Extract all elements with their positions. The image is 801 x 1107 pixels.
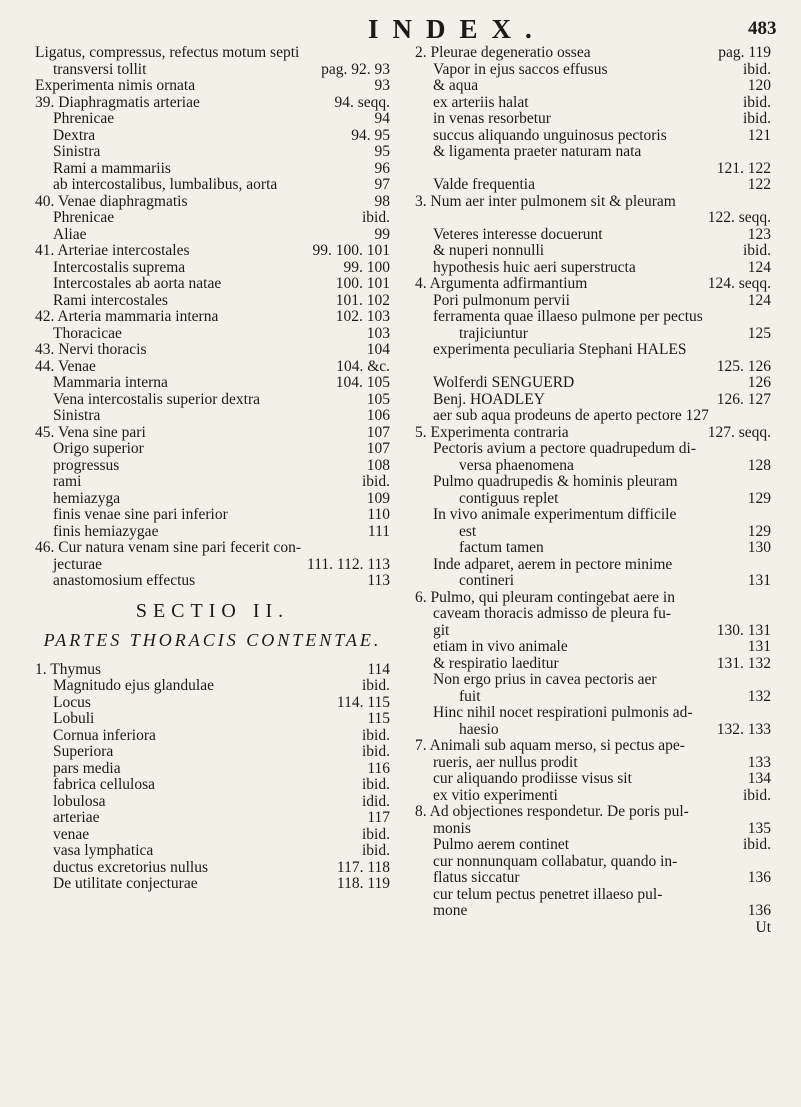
entry-text: etiam in vivo animale [433,638,568,655]
entry-text: Mammaria interna [53,374,168,391]
index-entry [35,827,390,844]
entry-page-ref: 94. seqq. [334,93,390,111]
index-entry [415,293,771,310]
entry-text: 41. Arteriae intercostales [35,242,190,259]
index-entry [415,425,771,442]
entry-page-ref: 122. seqq. [707,209,771,226]
entry-page-ref: 124 [747,291,771,309]
index-entry [415,738,771,755]
index-entry [35,507,390,524]
index-entry [35,761,390,778]
index-entry [415,243,771,260]
entry-text: Valde frequentia [433,176,535,193]
entry-page-ref: 96 [374,159,390,177]
entry-text: 2. Pleurae degeneratio ossea [415,44,591,61]
entry-page-ref: 125 [747,324,771,342]
entry-page-ref: 121 [747,126,771,144]
entry-page-ref: 99. 100 [343,258,390,276]
index-entry [415,260,771,277]
entry-text: ductus excretorius nullus [53,858,208,876]
entry-text: 6. Pulmo, qui pleuram contingebat aere in [415,588,675,606]
entry-page-ref: 115 [367,710,390,727]
entry-page-ref: 100. 101 [335,275,390,292]
entry-text: cur nonnunquam collabatur, quando in- [433,852,678,870]
index-entry [415,804,771,821]
index-entry [415,771,771,788]
entry-page-ref: 103 [366,324,390,342]
entry-text: factum tamen [459,539,544,556]
entry-page-ref: Ut [755,918,771,936]
entry-page-ref: ibid. [743,242,771,259]
entry-text: De utilitate conjecturae [53,875,198,892]
entry-text: hypothesis huic aeri superstructa [433,258,636,276]
entry-text: 46. Cur natura venam sine pari fecerit con- [35,539,301,556]
entry-page-ref: 127. seqq. [707,423,771,441]
index-entry [35,573,390,590]
index-entry [415,45,771,62]
index-entry [415,458,771,475]
entry-page-ref: 121. 122 [716,159,771,177]
entry-text: succus aliquando unguinosus pectoris [433,126,667,144]
index-entry [415,408,771,425]
entry-text: Vena intercostalis superior dextra [53,390,261,408]
entry-page-ref: 105 [366,390,390,408]
index-entry [35,695,390,712]
entry-text: jecturae [53,555,103,573]
entry-page-ref: 114. 115 [336,693,390,711]
entry-page-ref: 132. 133 [716,720,771,738]
entry-text: Phrenicae [53,110,115,127]
entry-page-ref: 126. 127 [716,390,771,408]
entry-text: fuit [459,687,481,705]
index-entry [415,177,771,194]
index-entry [35,144,390,161]
entry-page-ref: idid. [362,792,390,810]
entry-text: 7. Animali sub aquam merso, si pectus ape- [415,737,685,754]
entry-text: lobulosa [53,792,106,810]
index-entry [415,62,771,79]
index-entry [415,128,771,145]
entry-page-ref: pag. 92. 93 [321,60,390,78]
entry-page-ref: 116 [367,759,390,777]
index-entry [35,128,390,145]
entry-page-ref: 118. 119 [336,875,390,892]
entry-text: ex arteriis halat [433,93,529,111]
index-entry [415,276,771,293]
entry-text: in venas resorbetur [433,110,551,127]
index-entry [415,788,771,805]
index-entry [35,227,390,244]
entry-text: Sinistra [53,143,101,160]
entry-text: Wolferdi SENGUERD [433,374,575,391]
entry-text: cur aliquando prodiisse visus sit [433,770,632,787]
entry-text: Sinistra [53,407,101,424]
index-entry [35,843,390,860]
index-entry [35,293,390,310]
index-entry [35,78,390,95]
entry-text: experimenta peculiaria Stephani HALES [433,341,687,358]
index-entry [35,359,390,376]
index-entry [415,194,771,211]
entry-page-ref: ibid. [362,825,390,843]
entry-text: 39. Diaphragmatis arteriae [35,93,200,111]
entry-page-ref: ibid. [362,473,390,490]
index-entry [415,210,771,227]
entry-page-ref: ibid. [362,842,390,859]
entry-text: Vapor in ejus saccos effusus [433,60,608,78]
entry-page-ref: 111. 112. 113 [307,555,390,573]
index-entry [415,837,771,854]
entry-text: git [433,621,450,639]
entry-page-ref: ibid. [362,209,390,226]
index-entry [35,276,390,293]
entry-text: & nuperi nonnulli [433,242,545,259]
entry-page-ref: 99 [374,225,390,243]
entry-page-ref: 136 [747,869,771,886]
index-entry [35,62,390,79]
entry-text: ex vitio experimenti [433,786,558,804]
entry-page-ref: 104. 105 [335,374,390,391]
index-entry [415,573,771,590]
entry-text: 43. Nervi thoracis [35,341,147,358]
entry-page-ref: 107 [366,440,390,457]
index-entry [415,111,771,128]
index-entry [35,744,390,761]
index-entry [415,227,771,244]
index-entry [35,260,390,277]
entry-page-ref: 120 [747,77,771,94]
entry-text: Rami a mammariis [53,159,171,177]
index-entry [415,540,771,557]
index-entry [415,656,771,673]
entry-page-ref: 136 [747,902,771,919]
entry-page-ref: 106 [366,407,390,424]
index-entry [415,689,771,706]
index-entry [35,408,390,425]
entry-text: 5. Experimenta contraria [415,423,569,441]
entry-page-ref: 99. 100. 101 [312,242,390,259]
entry-text: cur telum pectus penetret illaeso pul- [433,885,663,903]
index-entry [35,524,390,541]
index-entry [35,474,390,491]
index-entry [415,491,771,508]
index-entry [415,342,771,359]
index-entry [35,711,390,728]
index-entry [415,161,771,178]
index-entry [35,777,390,794]
entry-page-ref: 131 [747,572,771,589]
entry-page-ref: 126 [747,374,771,391]
entry-text: & aqua [433,77,479,94]
entry-page-ref: 104 [366,341,390,358]
entry-page-ref: 113 [367,572,390,589]
section-title: SECTIO II. [135,599,290,622]
index-entry [415,606,771,623]
entry-text: Inde adparet, aerem in pectore minime [433,555,673,573]
entry-text: hemiazyga [53,489,121,507]
entry-text: caveam thoracis admisso de pleura fu- [433,605,672,622]
index-entry [35,491,390,508]
entry-text: 42. Arteria mammaria interna [35,308,219,325]
index-entry [415,623,771,640]
entry-text: ab intercostalibus, lumbalibus, aorta [53,176,278,193]
index-entry [35,557,390,574]
entry-text: 8. Ad objectiones respondetur. De poris pul- [415,803,689,820]
index-entry [35,392,390,409]
entry-page-ref: ibid. [743,836,771,853]
entry-text: Intercostales ab aorta natae [53,275,222,292]
entry-text: contineri [459,572,515,589]
index-entry [35,375,390,392]
index-entry [415,854,771,871]
entry-page-ref: 130 [747,539,771,556]
entry-text: ferramenta quae illaeso pulmone per pectus [433,308,703,325]
entry-page-ref: 101. 102 [335,291,390,309]
running-title: INDEX. [368,14,546,44]
entry-page-ref: 131. 132 [716,654,771,672]
entry-page-ref: 117. 118 [336,858,390,876]
entry-text: transversi tollit [53,60,147,78]
entry-text: rueris, aer nullus prodit [433,753,578,771]
entry-text: progressus [53,456,120,474]
entry-page-ref: 94. 95 [351,126,390,144]
entry-text: pars media [53,759,121,777]
entry-text: Lobuli [53,710,95,727]
entry-page-ref: ibid. [362,776,390,793]
index-entry [415,375,771,392]
index-entry [35,111,390,128]
entry-text: Superiora [53,743,114,760]
entry-text: Pori pulmonum pervii [433,291,570,309]
entry-text: vasa lymphatica [53,842,154,859]
entry-page-ref: 131 [747,638,771,655]
entry-text: 45. Vena sine pari [35,423,146,441]
entry-page-ref: 93 [374,77,390,94]
entry-text: Phrenicae [53,209,115,226]
entry-text: rami [53,473,82,490]
entry-page-ref: 98 [374,192,390,210]
index-entry [415,887,771,904]
entry-text: Pectoris avium a pectore quadrupedum di- [433,440,696,457]
index-entry [415,920,771,937]
entry-text: Intercostalis suprema [53,258,186,276]
entry-page-ref: 130. 131 [716,621,771,639]
entry-text: 1. Thymus [35,660,102,678]
index-entry [35,342,390,359]
entry-text: Experimenta nimis ornata [35,77,196,94]
entry-text: Pulmo aerem continet [433,836,570,853]
entry-page-ref: 132 [747,687,771,705]
index-entry [415,524,771,541]
index-entry [35,728,390,745]
index-entry [35,441,390,458]
entry-text: 40. Venae diaphragmatis [35,192,188,210]
entry-text: 44. Venae [35,357,96,375]
entry-text: In vivo animale experimentum difficile [433,506,677,523]
index-entry [35,678,390,695]
entry-text: Veteres interesse docuerunt [433,225,603,243]
entry-text: Pulmo quadrupedis & hominis pleuram [433,473,678,490]
entry-page-ref: 95 [374,143,390,160]
index-entry [415,78,771,95]
page-header [0,14,801,44]
index-entry [35,95,390,112]
entry-text: venae [53,825,90,843]
index-entry [35,876,390,893]
entry-text: arteriae [53,809,100,826]
entry-page-ref: 129 [747,522,771,540]
entry-text: finis hemiazygae [53,522,159,540]
index-entry [35,458,390,475]
entry-page-ref: 133 [747,753,771,771]
index-entry [35,794,390,811]
entry-text: Origo superior [53,440,144,457]
entry-text: Thoracicae [53,324,122,342]
entry-page-ref: 117 [367,809,390,826]
entry-page-ref: 128 [747,456,771,474]
entry-text: Magnitudo ejus glandulae [53,677,214,694]
entry-page-ref: 97 [374,176,390,193]
index-entry [35,210,390,227]
index-entry [415,474,771,491]
entry-page-ref: 123 [747,225,771,243]
right-column [415,45,771,936]
index-entry [415,590,771,607]
index-entry [415,144,771,161]
index-entry [415,557,771,574]
entry-text: trajiciuntur [459,324,528,342]
index-entry [415,639,771,656]
entry-text: Non ergo prius in cavea pectoris aer [433,671,657,688]
entry-page-ref: ibid. [743,93,771,111]
index-entry [415,672,771,689]
entry-text: 3. Num aer inter pulmonem sit & pleuram [415,192,676,210]
index-entry [35,177,390,194]
entry-page-ref: 109 [366,489,390,507]
index-entry [35,194,390,211]
entry-page-ref: ibid. [743,110,771,127]
entry-text: flatus siccatur [433,869,520,886]
entry-page-ref: pag. 119 [718,44,771,61]
entry-page-ref: 111 [367,522,390,540]
index-entry [415,309,771,326]
entry-text: versa phaenomena [459,456,574,474]
entry-page-ref: 122 [747,176,771,193]
page-number: 483 [748,18,777,39]
entry-text: Benj. HOADLEY [433,390,545,408]
entry-text: monis [433,819,471,837]
entry-page-ref: ibid. [362,726,390,744]
entry-text: aer sub aqua prodeuns de aperto pectore 127 [433,407,709,424]
index-entry [415,326,771,343]
entry-page-ref: ibid. [743,60,771,78]
index-entry [35,161,390,178]
index-entry [35,425,390,442]
entry-text: est [459,522,477,540]
entry-text: fabrica cellulosa [53,776,155,793]
index-entry [415,722,771,739]
entry-text: Cornua inferiora [53,726,156,744]
index-entry [415,441,771,458]
entry-text: Rami intercostales [53,291,168,309]
entry-text: haesio [459,720,499,738]
entry-page-ref: ibid. [743,786,771,804]
entry-text: & ligamenta praeter naturam nata [433,143,642,160]
entry-page-ref: 107 [366,423,390,441]
index-entry [35,243,390,260]
entry-page-ref: 125. 126 [716,357,771,375]
entry-page-ref: 104. &c. [336,357,390,375]
entry-text: Aliae [53,225,87,243]
index-entry [35,309,390,326]
index-entry [415,95,771,112]
entry-page-ref: 124. seqq. [707,275,771,292]
entry-text: Locus [53,693,91,711]
entry-page-ref: 108 [366,456,390,474]
left-column [35,45,390,893]
index-entry [35,540,390,557]
entry-page-ref: 102. 103 [335,308,390,325]
entry-text: 4. Argumenta adfirmantium [415,275,588,292]
index-entry [35,326,390,343]
entry-text: Hinc nihil nocet respirationi pulmonis ad- [433,704,693,721]
entry-text: contiguus replet [459,489,559,507]
index-entry [35,45,390,62]
index-entry [35,662,390,679]
entry-page-ref: 129 [747,489,771,507]
index-entry [415,507,771,524]
entry-page-ref: 94 [374,110,390,127]
entry-page-ref: ibid. [362,677,390,694]
entry-text: Dextra [53,126,96,144]
entry-page-ref: 110 [367,506,390,523]
entry-page-ref: 135 [747,819,771,837]
entry-text: & respiratio laeditur [433,654,559,672]
index-entry [415,705,771,722]
index-entry [415,755,771,772]
index-entry [35,860,390,877]
entry-text: Ligatus, compressus, refectus motum septi [35,44,300,61]
index-entry [415,359,771,376]
entry-page-ref: 124 [747,258,771,276]
entry-page-ref: 134 [747,770,771,787]
entry-page-ref: 114 [367,660,390,678]
entry-text: mone [433,902,468,919]
entry-page-ref: ibid. [362,743,390,760]
entry-text: anastomosium effectus [53,572,196,589]
index-entry [415,870,771,887]
entry-text: finis venae sine pari inferior [53,506,228,523]
part-title: PARTES THORACIS CONTENTAE. [43,629,382,650]
index-entry [415,392,771,409]
index-entry [415,821,771,838]
index-entry [415,903,771,920]
index-entry [35,810,390,827]
